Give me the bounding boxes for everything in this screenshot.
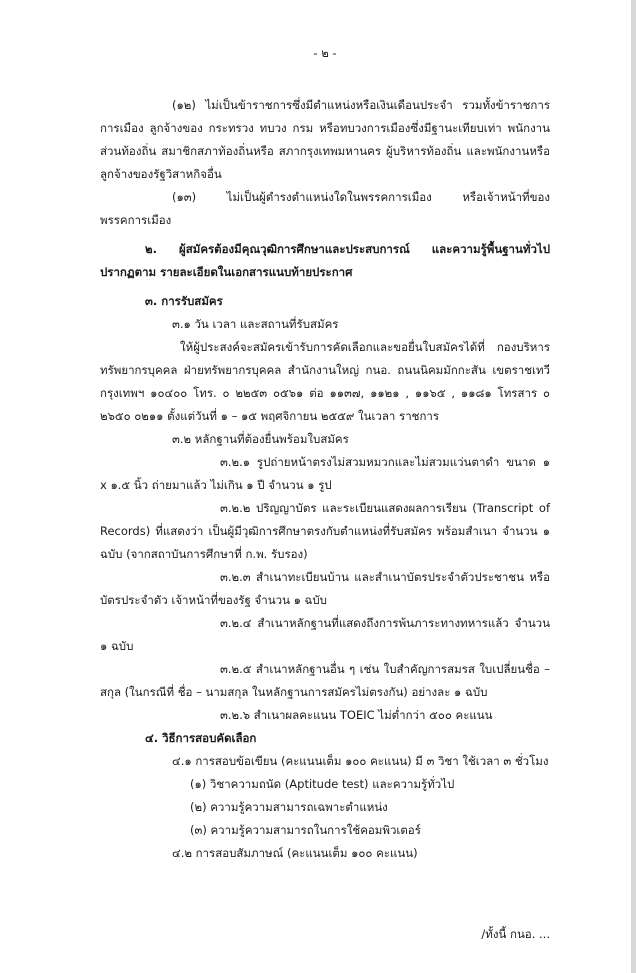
section-3-1-line-1: ให้ผู้ประสงค์จะสมัครเข้ารับการคัดเลือกและขอยื่นใบสมัครได้ที่ กองบริหารทรัพยากรบุคคล [100, 340, 550, 377]
page-number: - ๒ - [313, 46, 337, 60]
section-3-1-line-3: ต่อ ๑๑๓๗, ๑๑๒๑ , ๑๑๖๕ , ๑๑๘๑ โทรสาร ๐ ๒๖๕๐ ๐๒๑๑ ตั้งแต่วันที่ ๑ – ๑๕ พฤศจิกายน ๒๕๕๙ ในเวลา [100, 386, 551, 423]
section-2-heading: ๒. ผู้สมัครต้องมีคุณวุฒิการศึกษาและประสบการณ์ และความรู้พื้นฐานทั่วไป ปรากฏตาม [100, 242, 550, 279]
section-4-heading: ๔. วิธีการสอบคัดเลือก [145, 731, 257, 745]
clause-12-line-3: สภากรุงเทพมหานคร ผู้บริหารท้องถิ่น และพนักงานหรือลูกจ้างของรัฐวิสาหกิจอื่น [100, 144, 550, 181]
item-3-2-2-para [100, 497, 550, 566]
exam-subject-2: (๒) ความรู้ความสามารถเฉพาะตำแหน่ง [190, 800, 388, 814]
item-3-2-5-para [100, 658, 550, 704]
section-3-1-line-2: ฝ่ายทรัพยากรบุคคล สำนักงานใหญ่ กนอ. ถนนนิคมมักกะสัน เขตราชเทวี กรุงเทพฯ ๑๐๔๐๐ โทร. ๐ ๒๒๕๓ ๐๕๖๑ [100, 363, 550, 400]
exam-subject-1: (๑) วิชาความถนัด (Aptitude test) และความรู้ทั่วไป [190, 777, 455, 791]
item-3-2-1-cont: ไม่เกิน ๑ ปี จำนวน ๑ รูป [210, 478, 332, 492]
item-3-2-3: ๓.๒.๓ สำเนาทะเบียนบ้าน และสำเนาบัตรประจำตัวประชาชน หรือบัตรประจำตัว [100, 570, 550, 607]
section-4-1: ๔.๑ การสอบข้อเขียน (คะแนนเต็ม ๑๐๐ คะแนน) มี ๓ วิชา ใช้เวลา ๓ ชั่วโมง [172, 754, 549, 768]
section-3-2-heading: ๓.๒ หลักฐานที่ต้องยื่นพร้อมใบสมัคร [172, 432, 349, 446]
clause-13: (๑๓) ไม่เป็นผู้ดำรงตำแหน่งใดในพรรคการเมือง หรือเจ้าหน้าที่ของพรรคการเมือง [100, 190, 550, 227]
item-3-2-3-para [100, 566, 550, 612]
section-3-1-line-4: ราชการ [399, 409, 440, 423]
clause-12 [100, 94, 550, 186]
item-3-2-3-cont: เจ้าหน้าที่ของรัฐ จำนวน ๑ ฉบับ [171, 593, 327, 607]
item-3-2-1: ๓.๒.๑ รูปถ่ายหน้าตรงไม่สวมหมวกและไม่สวมแว่นตาดำ ขนาด ๑ x ๑.๕ นิ้ว ถ่ายมาแล้ว [100, 455, 550, 492]
section-2 [100, 238, 550, 284]
section-4-2: ๔.๒ การสอบสัมภาษณ์ (คะแนนเต็ม ๑๐๐ คะแนน) [172, 846, 418, 860]
item-3-2-2-cont: เป็นผู้มีวุฒิการศึกษาตรงกับตำแหน่งที่รับสมัคร พร้อมสำเนา จำนวน ๑ ฉบับ (จากสถาบันการศึกษาที่ ก.พ. รับรอง) [100, 524, 550, 561]
item-3-2-5: ๓.๒.๕ สำเนาหลักฐานอื่น ๆ เช่น ใบสำคัญการสมรส ใบเปลี่ยนชื่อ – สกุล (ในกรณีที่ [100, 662, 550, 699]
item-3-2-5-cont: ชื่อ – นามสกุล ในหลักฐานการสมัครไม่ตรงกัน) อย่างละ ๑ ฉบับ [177, 685, 488, 699]
clause-12-line-1: (๑๒) ไม่เป็นข้าราชการซึ่งมีตำแหน่งหรือเงินเดือนประจำ รวมทั้งข้าราชการการเมือง ลูกจ้างของ [100, 98, 550, 135]
clause-12-line-2: กระทรวง ทบวง กรม หรือทบวงการเมืองซึ่งมีฐานะเทียบเท่า พนักงานส่วนท้องถิ่น สมาชิกสภาท้องถิ่นหรือ [100, 121, 550, 158]
section-2-heading-cont: รายละเอียดในเอกสารแนบท้ายประกาศ [160, 265, 353, 279]
item-3-2-1-para [100, 451, 550, 497]
section-3-heading: ๓. การรับสมัคร [145, 294, 223, 308]
section-3-1-heading: ๓.๑ วัน เวลา และสถานที่รับสมัคร [172, 317, 339, 331]
section-3-1-body [100, 336, 550, 428]
item-3-2-2: ๓.๒.๒ ปริญญาบัตร และระเบียนแสดงผลการเรียน (Transcript of Records) ที่แสดงว่า [100, 501, 550, 538]
exam-subject-3: (๓) ความรู้ความสามารถในการใช้คอมพิวเตอร์ [190, 823, 421, 837]
item-3-2-4: ๓.๒.๔ สำเนาหลักฐานที่แสดงถึงการพ้นภาระทางทหารแล้ว จำนวน ๑ ฉบับ [100, 616, 550, 653]
page-edge [631, 0, 636, 973]
item-3-2-6: ๓.๒.๖ สำเนาผลคะแนน TOEIC ไม่ต่ำกว่า ๕๐๐ คะแนน [220, 708, 493, 722]
continued-marker: /ทั้งนี้ กนอ. ... [481, 927, 550, 941]
